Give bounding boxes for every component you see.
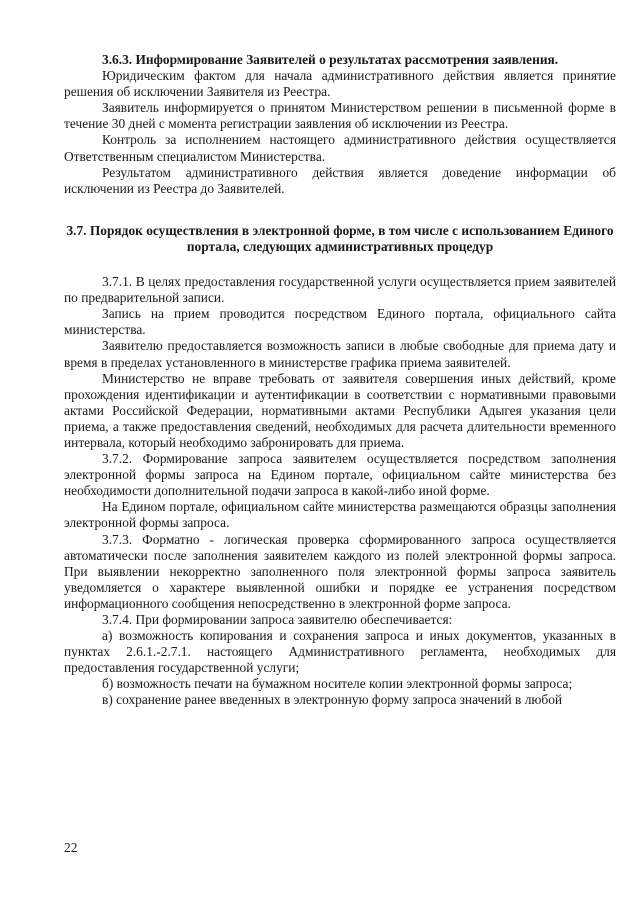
paragraph: 3.7.4. При формировании запроса заявителю обеспечивается:: [102, 612, 453, 627]
document-page: [64, 52, 616, 709]
paragraph: б) возможность печати на бумажном носителе копии электронной формы запроса;: [102, 676, 573, 692]
paragraph: в) сохранение ранее введенных в электронную форму запроса значений в любой: [102, 692, 563, 708]
paragraph: 3.7.1. В целях предоставления государственной услуги осуществляется прием заявителей по предварительной записи.: [64, 274, 616, 306]
paragraph: 3.7.3. Форматно - логическая проверка сформированного запроса осуществляется автоматически после заполнения заявителем каждого из полей электронной формы запроса. При выявлении некорректно заполненного поля электронной формы запроса заявитель уведомляется о характере выявленной ошибки и порядке ее устранения посредством информационного сообщения непосредственно в электронной форме запроса.: [64, 531, 616, 611]
page-number: 22: [64, 840, 78, 855]
paragraph: Юридическим фактом для начала административного действия является принятие решения об исключении Заявителя из Реестра.: [64, 68, 616, 100]
paragraph: а) возможность копирования и сохранения запроса и иных документов, указанных в пунктах 2.6.1.-2.7.1. настоящего Административного регламента, необходимых для предоставления государственной услуги;: [64, 628, 616, 676]
paragraph: Контроль за исполнением настоящего административного действия осуществляется Ответственным специалистом Министерства.: [64, 132, 616, 164]
paragraph: Запись на прием проводится посредством Единого портала, официального сайта министерства.: [64, 306, 616, 338]
paragraph: На Едином портале, официальном сайте министерства размещаются образцы заполнения электронной формы запроса.: [64, 499, 616, 531]
paragraph: 3.7.2. Формирование запроса заявителем осуществляется посредством заполнения электронной формы запроса на Едином портале, официальном сайте министерства без необходимости дополнительной подачи запроса в какой-либо иной форме.: [64, 451, 616, 499]
section-3-7-title: 3.7. Порядок осуществления в электронной форме, в том числе с использованием Единого портала, следующих административных процедур: [66, 222, 614, 254]
section-3-6-3-heading: 3.6.3. Информирование Заявителей о результатах рассмотрения заявления.: [102, 52, 559, 67]
paragraph: Министерство не вправе требовать от заявителя совершения иных действий, кроме прохождения идентификации и аутентификации в соответствии с нормативными правовыми актами Российской Федерации, нормативными актами Республики Адыгея указания цели приема, а также предоставления сведений, необходимых для расчета длительности временного интервала, который необходимо забронировать для приема.: [64, 370, 616, 450]
paragraph: Результатом административного действия является доведение информации об исключении из Реестра до Заявителей.: [64, 164, 616, 196]
paragraph: Заявитель информируется о принятом Министерством решении в письменной форме в течение 30 дней с момента регистрации заявления об исключении из Реестра.: [64, 100, 616, 132]
paragraph: Заявителю предоставляется возможность записи в любые свободные для приема дату и время в пределах установленного в министерстве графика приема заявителей.: [64, 338, 616, 370]
